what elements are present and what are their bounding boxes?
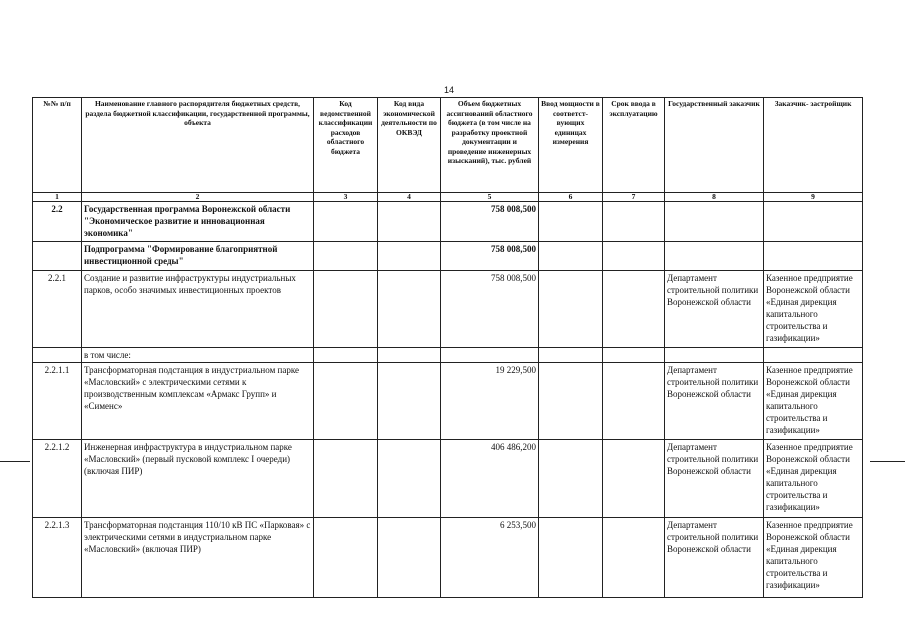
header-cell: Объем бюджетных ассигнований областного бюджета (в том числе на разработку проектной документации и проведение инженерных изысканий), тыс. рублей [441, 98, 539, 193]
row-customer: Департамент строительной политики Воронежской области [665, 440, 764, 518]
header-cell: Срок ввода в эксплуатацию [603, 98, 665, 193]
row-number: 2.2.1.2 [33, 440, 82, 518]
table-row [33, 348, 863, 363]
header-cell: Наименование главного распорядителя бюджетных средств, раздела бюджетной классификации, государственной программы, объекта [82, 98, 314, 193]
header-row [33, 98, 863, 193]
row-customer: Департамент строительной политики Воронежской области [665, 363, 764, 440]
column-number: 6 [539, 193, 603, 202]
row-name: Государственная программа Воронежской области "Экономическое развитие и инновационная экономика" [82, 202, 314, 242]
table-row [33, 202, 863, 242]
header-cell: Государственный заказчик [665, 98, 764, 193]
column-number: 1 [33, 193, 82, 202]
header-cell: Код вида экономической деятельности по ОКВЭД [378, 98, 441, 193]
row-developer [764, 348, 863, 363]
row-amount: 758 008,500 [441, 242, 539, 271]
table-row [33, 440, 863, 518]
column-number: 8 [665, 193, 764, 202]
row-name: Инженерная инфраструктура в индустриальном парке «Масловский» (первый пусковой комплекс I очереди) (включая ПИР) [82, 440, 314, 518]
row-amount [441, 348, 539, 363]
row-developer: Казенное предприятие Воронежской области «Единая дирекция капитального строительства и газификации» [764, 518, 863, 598]
row-name: Создание и развитие инфраструктуры индустриальных парков, особо значимых инвестиционных проектов [82, 271, 314, 348]
table-row [33, 242, 863, 271]
column-number: 3 [314, 193, 378, 202]
row-developer: Казенное предприятие Воронежской области «Единая дирекция капитального строительства и газификации» [764, 271, 863, 348]
column-number: 7 [603, 193, 665, 202]
table-row [33, 518, 863, 598]
row-developer: Казенное предприятие Воронежской области «Единая дирекция капитального строительства и газификации» [764, 363, 863, 440]
row-customer [665, 202, 764, 242]
row-customer [665, 348, 764, 363]
row-customer: Департамент строительной политики Воронежской области [665, 271, 764, 348]
row-name: в том числе: [82, 348, 314, 363]
page-number: 14 [444, 85, 455, 95]
row-number: 2.2.1 [33, 271, 82, 348]
row-amount: 406 486,200 [441, 440, 539, 518]
table-row [33, 271, 863, 348]
column-number-row [33, 193, 863, 202]
column-number: 4 [378, 193, 441, 202]
row-amount: 6 253,500 [441, 518, 539, 598]
row-number [33, 348, 82, 363]
row-number: 2.2.1.3 [33, 518, 82, 598]
row-developer [764, 242, 863, 271]
row-number: 2.2 [33, 202, 82, 242]
cut-line-right [870, 461, 905, 462]
row-name: Трансформаторная подстанция в индустриальном парке «Масловский» с электрическими сетями к производственным комплексам «Армакс Групп» и «Сименс» [82, 363, 314, 440]
header-cell: Заказчик- застройщик [764, 98, 863, 193]
row-name: Подпрограмма "Формирование благоприятной инвестиционной среды" [82, 242, 314, 271]
table-row [33, 363, 863, 440]
row-amount: 758 008,500 [441, 271, 539, 348]
row-customer [665, 242, 764, 271]
column-number: 5 [441, 193, 539, 202]
row-amount: 19 229,500 [441, 363, 539, 440]
row-number [33, 242, 82, 271]
header-cell: №№ п/п [33, 98, 82, 193]
budget-table [32, 97, 863, 598]
row-developer: Казенное предприятие Воронежской области «Единая дирекция капитального строительства и газификации» [764, 440, 863, 518]
row-number: 2.2.1.1 [33, 363, 82, 440]
row-developer [764, 202, 863, 242]
column-number: 9 [764, 193, 863, 202]
row-amount: 758 008,500 [441, 202, 539, 242]
row-customer: Департамент строительной политики Воронежской области [665, 518, 764, 598]
column-number: 2 [82, 193, 314, 202]
header-cell: Ввод мощности в соответст- вующих единицах измерения [539, 98, 603, 193]
cut-line-left [0, 461, 30, 462]
row-name: Трансформаторная подстанция 110/10 кВ ПС «Парковая» с электрическими сетями в индустриальном парке «Масловский» (включая ПИР) [82, 518, 314, 598]
header-cell: Код ведомственной классификации расходов областного бюджета [314, 98, 378, 193]
